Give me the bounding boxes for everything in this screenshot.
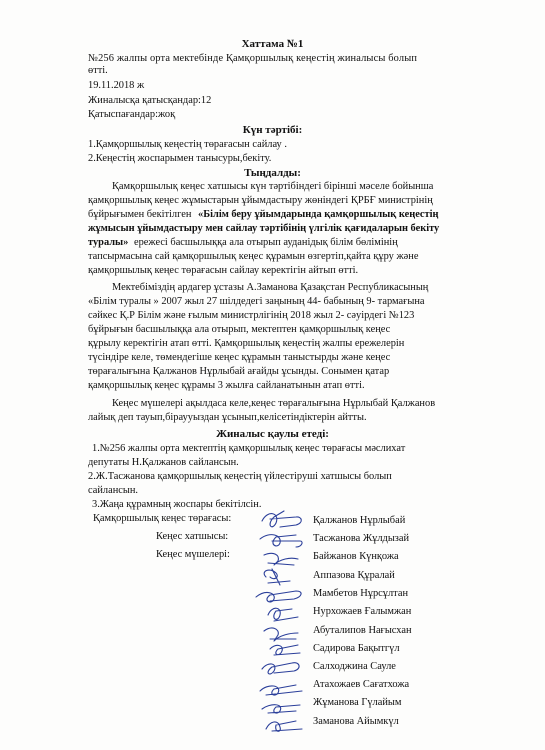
agenda-title: Күн тәртібі: xyxy=(242,124,303,136)
agenda-item-2: 2.Кеңестің жоспарымен танысуры,бекіту. xyxy=(88,153,272,164)
p1-line-5-plain: ережесі басшылыққа ала отырып ауданідық білім бөлімінің xyxy=(133,237,398,248)
signature-mark xyxy=(262,663,299,674)
p1-line-7: қамқоршылық кеңес төрағасын сайлау керектігін айтып өтті. xyxy=(88,265,359,276)
document-title: Хаттама №1 xyxy=(241,38,304,50)
p2-line-6: түсіндіре келе, төмендегіше кеңес құрамын таныстырды және кеңес xyxy=(88,352,391,363)
member-name: Байжанов Күнқожа xyxy=(313,551,399,562)
decision-item-1-cont: депутаты Н.Қалжанов сайлансын. xyxy=(88,457,239,468)
p1-line-3-plain: бұйрығымен бекітілген xyxy=(88,209,192,220)
agenda-item-1: 1.Қамқоршылық кеңестің төрағасын сайлау . xyxy=(88,139,287,150)
member-name: Мамбетов Нұрсұлтан xyxy=(313,588,409,599)
signature-mark xyxy=(264,569,290,585)
member-name: Заманова Айымкүл xyxy=(313,716,399,727)
decision-item-1: 1.№256 жалпы орта мектептің қамқоршылық кеңес төрағасы мәслихат xyxy=(92,443,406,454)
p2-line-3: сәйкес Қ.Р Білім және ғылым министрлігінің 2018 жыл 2- сәуірдегі №123 xyxy=(88,310,415,321)
member-name: Салходжина Сауле xyxy=(313,661,396,672)
decision-item-3: 3.Жаңа құрамның жоспары бекітілсін. xyxy=(92,499,262,510)
signature-mark xyxy=(264,553,298,565)
member-name: Тасжанова Жұлдызай xyxy=(313,533,410,544)
attended-count: Жиналысқа қатысқандар:12 xyxy=(88,95,212,106)
p1-line-3-bold: «Білім беру ұйымдарында қамқоршылық кеңестің xyxy=(198,209,439,220)
p2-line-2: «Білім туралы » 2007 жыл 27 шілдедегі заңының 44- бабының 9- тармағына xyxy=(88,296,425,307)
role-secretary: Кеңес хатшысы: xyxy=(156,531,229,542)
signature-mark xyxy=(266,721,302,731)
p2-line-8: қамқоршылық кеңес құрамы 3 жылға сайланатынын атап өтті. xyxy=(88,380,365,391)
intro-line-1: №256 жалпы орта мектебінде Қамқоршылық кеңестің жиналысы болып xyxy=(88,53,418,64)
handwritten-signatures xyxy=(250,505,320,737)
member-name: Жұманова Гүлайым xyxy=(313,697,402,708)
p1-line-5 xyxy=(88,237,398,249)
signature-mark xyxy=(260,535,302,547)
member-name: Қалжанов Нұрлыбай xyxy=(313,515,406,526)
signature-mark xyxy=(268,608,298,621)
absent-count: Қатыспағандар:жоқ xyxy=(88,109,176,120)
p2-line-4: бұйрығын басшылыққа ала отырып, мектептен қамқоршылық кеңес xyxy=(88,324,391,335)
decision-title: Жиналыс қаулы етеді: xyxy=(216,428,329,440)
meeting-date: 19.11.2018 ж xyxy=(88,80,145,91)
heard-title: Тыңдалды: xyxy=(244,167,301,179)
p1-line-5-bold: туралы» xyxy=(88,237,129,248)
member-name: Аппазова Құралай xyxy=(313,570,395,581)
p1-line-6: тапсырмасына сай қамқоршылық кеңес құрамын өзгертіп,қайта құру және xyxy=(88,251,419,262)
p2-line-5: құрылу керектігін атап өтті. Қамқоршылық кеңестің жалпы ережелерін xyxy=(88,338,405,349)
member-name: Нурхожаев Ғалымжан xyxy=(313,606,412,617)
decision-item-2: 2.Ж.Тасжанова қамқоршылық кеңестің үйлестіруші хатшысы болып xyxy=(88,471,392,482)
signature-mark xyxy=(260,685,302,695)
signature-mark xyxy=(270,645,300,655)
intro-line-2: өтті. xyxy=(88,65,108,76)
signature-mark xyxy=(262,705,300,713)
p2-line-1: Мектебіміздің ардагер ұстазы А.Заманова Қазақстан Республикасының xyxy=(112,282,429,293)
role-members: Кеңес мүшелері: xyxy=(156,549,230,560)
p3-line-2: лайық деп тауып,біраууыздан ұсынып,келісетіндіктерін айтты. xyxy=(88,412,367,423)
member-name: Абуталипов Нағысхан xyxy=(313,625,412,636)
p1-line-2: қамқоршылық кеңес жұмыстарын ұйымдастыру жөніндегі ҚРБҒ министрінің xyxy=(88,195,433,206)
role-chair: Қамқоршылық кеңес төрағасы: xyxy=(93,513,232,524)
signature-mark xyxy=(264,628,298,641)
p1-line-4: жұмысын ұйымдастыру мен сайлау тәртібінің үлгілік қағидаларын бекіту xyxy=(88,223,440,234)
p1-line-1: Қамқоршылық кеңес хатшысы күн тәртібіндегі бірінші мәселе бойынша xyxy=(112,181,434,192)
member-name: Садирова Бақытгүл xyxy=(313,643,400,654)
p3-line-1: Кеңес мүшелері ақылдаса келе,кеңес төрағалығына Нұрлыбай Қалжанов xyxy=(112,398,436,409)
member-name: Атахожаев Сағатхожа xyxy=(313,679,410,690)
signature-mark xyxy=(262,511,301,527)
p2-line-7: төрағалығына Қалжанов Нұрлыбай ағайды ұсынды. Сонымен қатар xyxy=(88,366,390,377)
p1-line-3 xyxy=(88,209,439,221)
signature-mark xyxy=(256,591,301,602)
decision-item-2-cont: сайлансын. xyxy=(88,485,139,496)
